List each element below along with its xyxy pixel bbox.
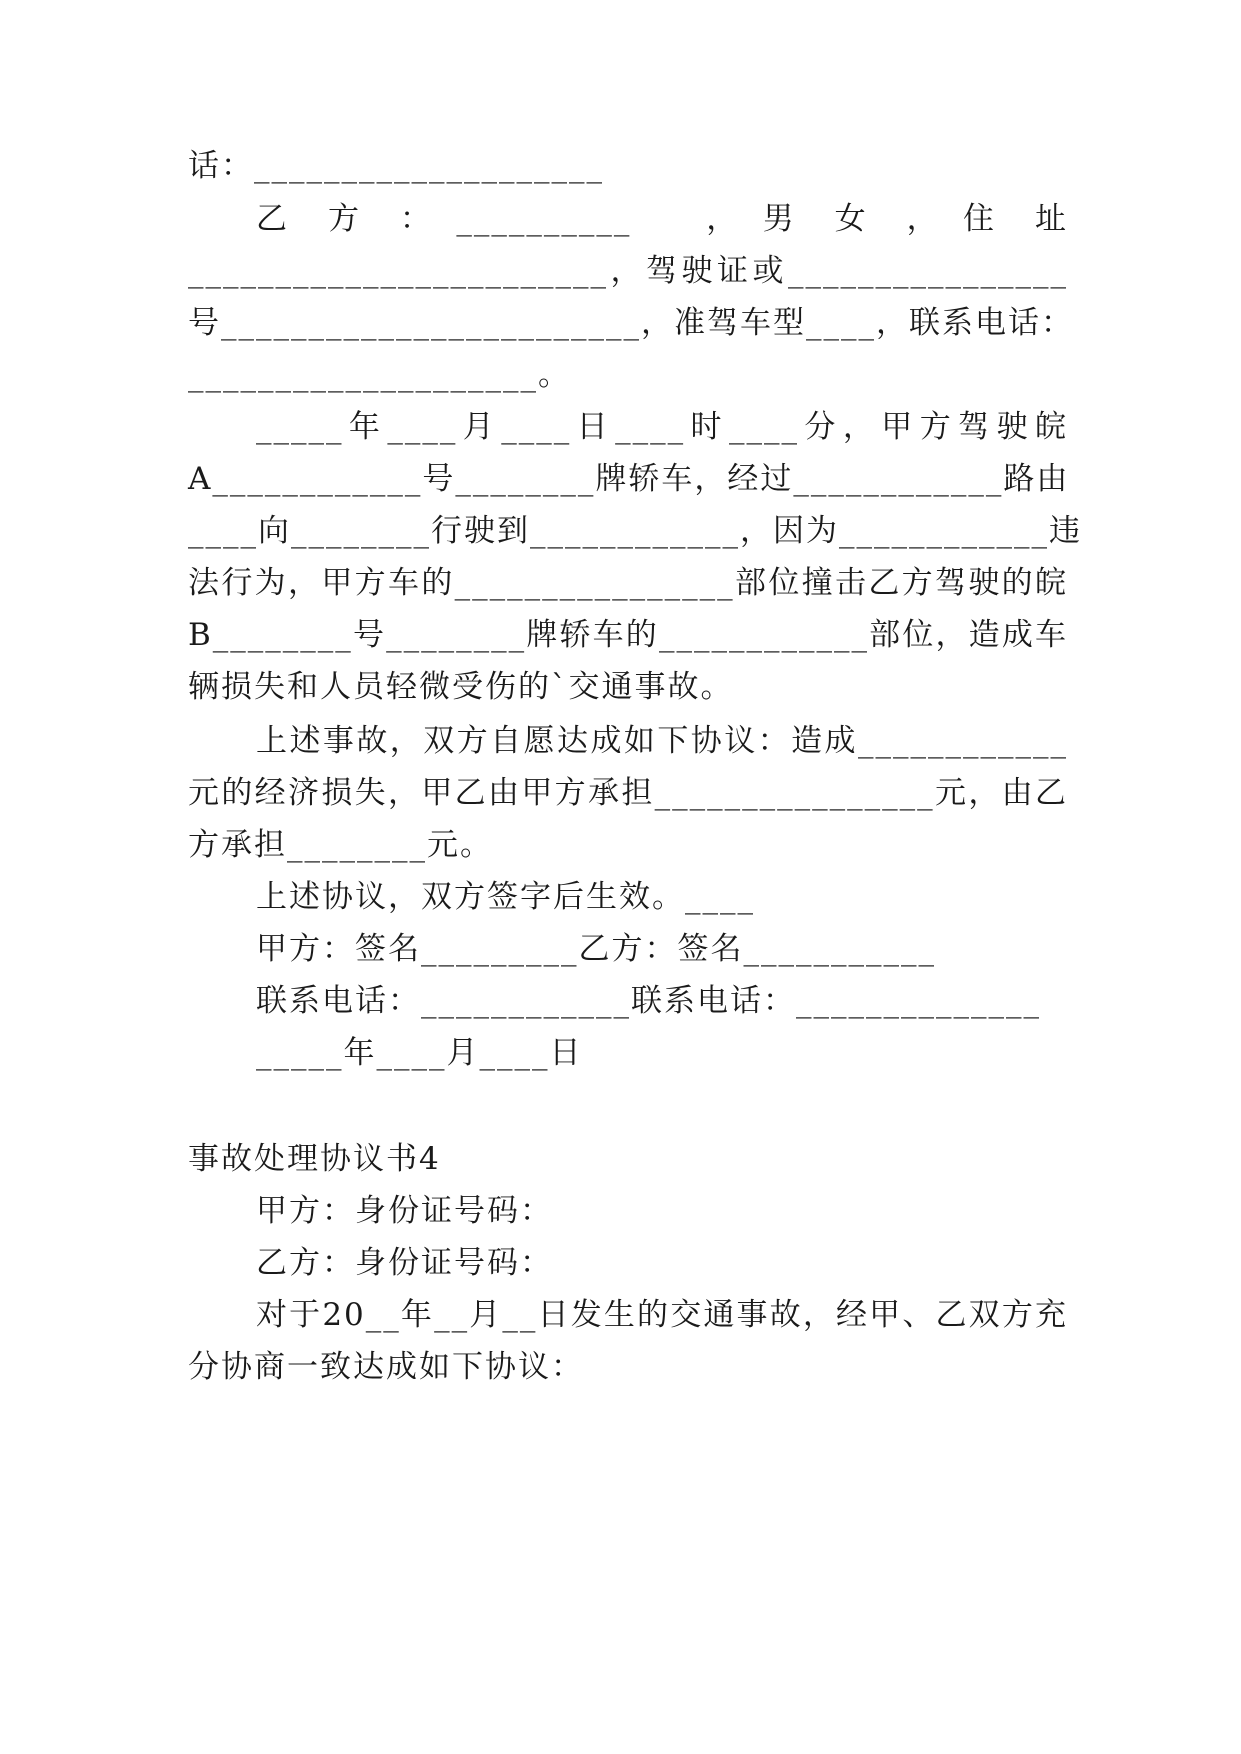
party-b-line: 乙 方 ： __________ ， 男 女 ， 住 址 xyxy=(256,201,1068,237)
agreement-share-line: 元的经济损失，甲乙由甲方承担________________元，由乙 xyxy=(188,775,1068,811)
agreement-loss-line: 上述事故，双方自愿达成如下协议：造成____________ xyxy=(256,723,1068,759)
party-a-phone-line: 话：____________________ xyxy=(188,148,604,184)
accident-vehicle-a-line: A____________号________牌轿车，经过____________路由 xyxy=(188,461,1070,497)
party-a-id-line: 甲方：身份证号码： xyxy=(256,1193,553,1229)
party-b-phone-line: ____________________。 xyxy=(188,357,571,393)
intro-continuation-line: 分协商一致达成如下协议： xyxy=(188,1349,584,1385)
signature-line: 甲方：签名_________乙方：签名___________ xyxy=(256,931,936,967)
intro-line: 对于20__年__月__日发生的交通事故，经甲、乙双方充 xyxy=(256,1297,1068,1333)
party-b-address-line: ________________________，驾驶证或________________ xyxy=(188,253,1068,289)
accident-collision-line: 法行为，甲方车的________________部位撞击乙方驾驶的皖 xyxy=(188,565,1068,601)
party-b-id-line: 乙方：身份证号码： xyxy=(256,1245,553,1281)
date-line: _____年____月____日 xyxy=(256,1035,583,1071)
agreement-party-b-share-line: 方承担________元。 xyxy=(188,827,493,863)
accident-result-line: 辆损失和人员轻微受伤的`交通事故。 xyxy=(188,669,734,705)
accident-time-line: _____年____月____日____时____分，甲方驾驶皖 xyxy=(256,409,1068,445)
agreement-effect-line: 上述协议，双方签字后生效。____ xyxy=(256,879,755,915)
party-b-license-line: 号________________________，准驾车型____，联系电话： xyxy=(188,305,1074,341)
accident-vehicle-b-line: B________号________牌轿车的____________部位，造成车 xyxy=(188,617,1068,653)
accident-direction-line: ____向________行驶到____________，因为____________违 xyxy=(188,513,1082,549)
section-title: 事故处理协议书4 xyxy=(188,1141,441,1177)
contact-phone-line: 联系电话：____________联系电话：______________ xyxy=(256,983,1041,1019)
